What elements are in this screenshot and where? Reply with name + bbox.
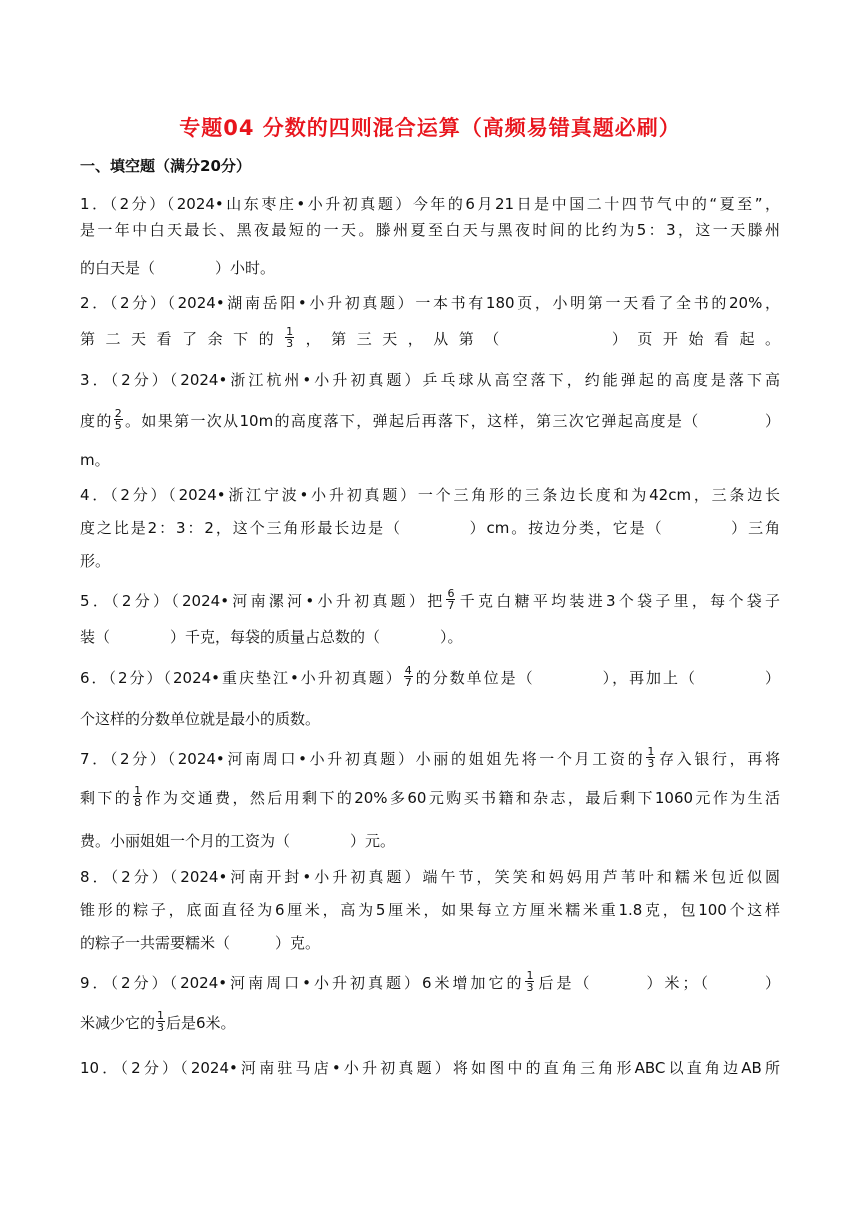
page-title: 专题04 分数的四则混合运算（高频易错真题必刷） [179,116,681,140]
text-line [80,900,780,920]
fraction-numerator: 6 [447,587,455,600]
text-line [80,551,780,571]
text-line [80,587,780,612]
text-segment: 度的 [80,412,113,430]
text-line [80,293,780,313]
text-segment: 1．（2分）（2024•山东枣庄•小升初真题）今年的6月21日是中国二十四节气中的“夏至”， [80,195,780,213]
text-line [80,709,780,729]
text-segment: 米减少它的 [80,1014,156,1032]
fraction-numerator: 1 [286,325,294,338]
text-line [80,1058,780,1078]
text-segment: 是一年中白天最长、黑夜最短的一天。滕州夏至白天与黑夜时间的比约为5：3，这一天滕州 [80,221,780,239]
text-line [80,969,780,994]
text-line [80,1009,780,1034]
text-line [80,831,780,851]
fraction-numerator: 1 [526,969,534,982]
fraction-denominator: 3 [286,337,294,350]
fraction-denominator: 3 [157,1021,165,1034]
fraction [404,665,413,688]
text-segment: 的白天是（ ）小时。 [80,259,276,277]
text-line [80,933,780,953]
text-segment: 3．（2分）（2024•浙江杭州•小升初真题）乒乓球从高空落下，约能弹起的高度是落下高 [80,371,780,389]
fraction [156,1010,165,1033]
fraction-denominator: 7 [404,676,412,689]
text-line [80,220,780,240]
text-segment: 9．（2分）（2024•河南周口•小升初真题）6米增加它的 [80,974,525,992]
fraction [285,326,294,349]
fraction-denominator: 3 [647,757,655,770]
fraction-denominator: 3 [526,981,534,994]
text-segment: 4．（2分）（2024•浙江宁波•小升初真题）一个三角形的三条边长度和为42cm，三条边长 [80,486,780,504]
fraction [525,970,534,993]
text-segment: 8．（2分）（2024•河南开封•小升初真题）端午节，笑笑和妈妈用芦苇叶和糯米包近似圆 [80,868,780,886]
text-segment: m。 [80,451,110,469]
fraction-denominator: 8 [134,796,142,809]
text-line [80,450,780,470]
section-heading: 一、填空题（满分20分） [80,157,251,175]
text-line [80,627,780,647]
fraction [446,588,455,611]
text-segment: 7．（2分）（2024•河南周口•小升初真题）小丽的姐姐先将一个月工资的 [80,750,646,768]
text-line [80,518,780,538]
text-segment: 第二天看了余下的 [80,330,285,348]
text-line [80,745,780,770]
fraction [133,785,142,808]
fraction [646,746,655,769]
text-line [80,370,780,390]
text-segment: 5．（2分）（2024•河南漯河•小升初真题）把 [80,592,446,610]
fraction-numerator: 2 [114,407,122,420]
text-line [80,867,780,887]
fraction [114,408,123,431]
fraction-numerator: 4 [404,664,412,677]
text-segment: 6．（2分）（2024•重庆垫江•小升初真题） [80,669,403,687]
text-segment: 形。 [80,552,111,570]
text-segment: 2．（2分）（2024•湖南岳阳•小升初真题）一本书有180页，小明第一天看了全书的20%， [80,294,780,312]
text-segment: 作为交通费，然后用剩下的20%多60元购买书籍和杂志，最后剩下1060元作为生活 [143,789,780,807]
fraction-denominator: 7 [447,599,455,612]
text-line [80,485,780,505]
text-segment: 后是6米。 [166,1014,236,1032]
text-segment: 存入银行，再将 [656,750,780,768]
text-segment: 。如果第一次从10m的高度落下，弹起后再落下，这样，第三次它弹起高度是（ ） [123,412,780,430]
fraction-denominator: 5 [114,419,122,432]
text-line [80,664,780,689]
text-line [80,258,780,278]
text-segment: 费。小丽姐姐一个月的工资为（ ）元。 [80,832,396,850]
fraction-numerator: 1 [157,1009,165,1022]
text-segment: ，第三天，从第（ ）页开始看起。 [295,330,780,348]
text-line [80,325,780,350]
text-line [80,407,780,432]
fraction-numerator: 1 [134,784,142,797]
text-line [80,784,780,809]
text-segment: 度之比是2：3：2，这个三角形最长边是（ ）cm。按边分类，它是（ ）三角 [80,519,780,537]
text-segment: 装（ ）千克，每袋的质量占总数的（ ）。 [80,628,463,646]
text-segment: 10．（2分）（2024•河南驻马店•小升初真题）将如图中的直角三角形ABC以直角边AB所 [80,1059,780,1077]
text-segment: 后是（ ）米；（ ） [535,974,780,992]
text-segment: 锥形的粽子，底面直径为6厘米，高为5厘米，如果每立方厘米糯米重1.8克，包100个这样 [80,901,780,919]
text-segment: 的粽子一共需要糯米（ ）克。 [80,934,321,952]
text-segment: 剩下的 [80,789,133,807]
text-segment: 千克白糖平均装进3个袋子里，每个袋子 [456,592,780,610]
fraction-numerator: 1 [647,745,655,758]
text-segment: 的分数单位是（ ），再加上（ ） [413,669,780,687]
text-line [80,194,780,214]
text-segment: 个这样的分数单位就是最小的质数。 [80,710,321,728]
